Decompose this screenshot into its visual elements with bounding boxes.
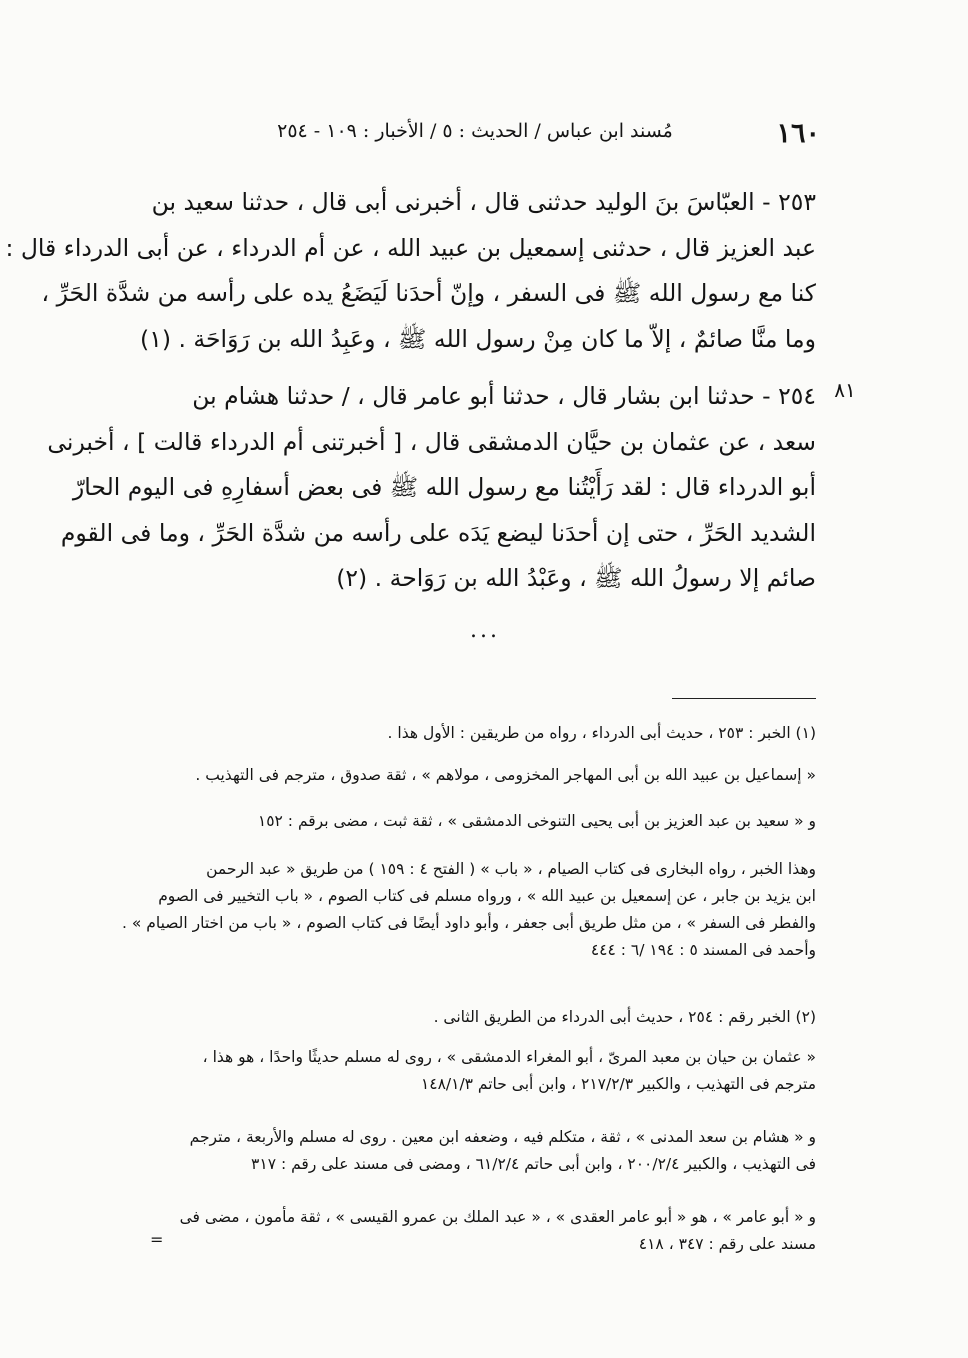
footnote-1-narrator-ismail: « إسماعيل بن عبيد الله بن أبى المهاجر المخزومى ، مولاهم » ، ثقة صدوق ، مترجم فى التهذيب . <box>195 766 816 784</box>
footnote-line: وأحمد فى المسند ٥ : ١٩٤ /٦ : ٤٤٤ <box>590 941 816 959</box>
footnote-2-narrator-abu-amir <box>150 1204 816 1258</box>
footnote-line: فى التهذيب ، والكبير ٢٠٠/٢/٤ ، وابن أبى حاتم ٦١/٢/٤ ، ومضى فى مسند على رقم : ٣١٧ <box>251 1155 816 1173</box>
hadith-254-line: ٢٥٤ - حدثنا ابن بشار قال ، حدثنا أبو عامر قال ، / حدثنا هشام بن <box>192 382 816 410</box>
footnote-2-narrator-hisham <box>150 1124 816 1178</box>
hadith-253-paragraph <box>5 180 816 362</box>
running-header: مُسند ابن عباس / الحديث : ٥ / الأخبار : ١٠٩ - ٢٥٤ <box>277 120 673 142</box>
footnote-line: ابن يزيد بن جابر ، عن إسمعيل بن عبيد الله » ، ورواه مسلم فى كتاب الصوم ، « باب التخيير فى الصوم <box>158 887 816 905</box>
footnote-2-intro: (٢) الخبر رقم : ٢٥٤ ، حديث أبى الدرداء من الطريق الثانى . <box>433 1008 816 1026</box>
hadith-254-paragraph <box>47 374 816 602</box>
footnote-line: « عثمان بن حيان بن معبد المرىّ ، أبو المغراء الدمشقى » ، روى له مسلم حديثًا واحدًا ، هو هذا ، <box>202 1048 816 1066</box>
hadith-254-line: الشديد الحَرِّ ، حتى إن أحدَنا ليضع يَدَه على رأسه من شدَّة الحَرِّ ، وما فى القوم <box>60 518 816 547</box>
hadith-254-line: أبو الدرداء قال : لقد رَأَيْتُنا مع رسول الله ﷺ فى بعض أسفارِهِ فى اليوم الحارّ <box>72 473 816 501</box>
footnote-line: وهذا الخبر ، رواه البخارى فى كتاب الصيام ، « باب » ( الفتح ٤ : ١٥٩ ) من طريق « عبد الرحمن <box>206 860 816 878</box>
margin-note: ٨١ <box>834 378 856 402</box>
section-separator: ... <box>470 618 500 643</box>
footnote-1-narrator-said: و « سعيد بن عبد العزيز بن أبى يحيى التنوخى الدمشقى » ، ثقة ثبت ، مضى برقم : ١٥٢ <box>257 812 816 830</box>
footnote-line: مترجم فى التهذيب ، والكبير ٢١٧/٢/٣ ، وابن أبى حاتم ١٤٨/١/٣ <box>420 1075 816 1093</box>
page-number: ١٦٠ <box>776 118 820 149</box>
footnote-2-narrator-uthman <box>150 1044 816 1098</box>
hadith-253-line: كنا مع رسول الله ﷺ فى السفر ، وإنّ أحدَنا لَيَضَعُ يده على رأسه من شدَّة الحَرِّ ، <box>41 279 816 307</box>
footnote-line: و « هشام بن سعد المدنى » ، ثقة ، متكلم فيه ، وضعفه ابن معين . روى له مسلم والأربعة ، مترجم <box>189 1128 816 1146</box>
footnote-1-intro: (١) الخبر : ٢٥٣ ، حديث أبى الدرداء ، رواه من طريقين : الأول هذا . <box>387 724 816 742</box>
footnote-line: و « أبو عامر » ، هو « أبو عامر العقدى » ، « عبد الملك بن عمرو القيسى » ، ثقة مأمون ، مضى فى <box>179 1208 816 1226</box>
hadith-254-line: صائم إلا رسولُ الله ﷺ ، وعَبْدُ الله بن رَوَاحة . (٢) <box>336 564 816 592</box>
footnote-1-sources <box>121 856 816 964</box>
hadith-253-line: عبد العزيز قال ، حدثنى إسمعيل بن عبيد الله ، عن أم الدرداء ، عن أبى الدرداء قال : <box>5 233 816 262</box>
hadith-253-line: ٢٥٣ - العبّاسَ بنَ الوليد حدثنى قال ، أخبرنى أبى قال ، حدثنا سعيد بن <box>151 188 816 216</box>
hadith-253-line: وما منَّا صائمٌ ، إلاّ ما كان مِنْ رسول الله ﷺ ، وعَبِدُ الله بن رَوَاحَة . (١) <box>140 324 816 353</box>
footnote-divider <box>672 698 816 699</box>
footnote-line: والفطر فى السفر » ، من مثل طريق أبى جعفر ، وأبو داود أيضًا فى كتاب الصوم ، « باب من اختار الصيام » . <box>121 914 816 932</box>
hadith-254-line: سعد ، عن عثمان بن حيَّان الدمشقى قال ، [ أخبرتنى أم الدرداء قالت ] ، أخبرنى <box>47 427 816 456</box>
footnote-line: مسند على رقم : ٣٤٧ ، ٤١٨ <box>638 1235 816 1253</box>
continuation-mark: = <box>150 1230 164 1249</box>
